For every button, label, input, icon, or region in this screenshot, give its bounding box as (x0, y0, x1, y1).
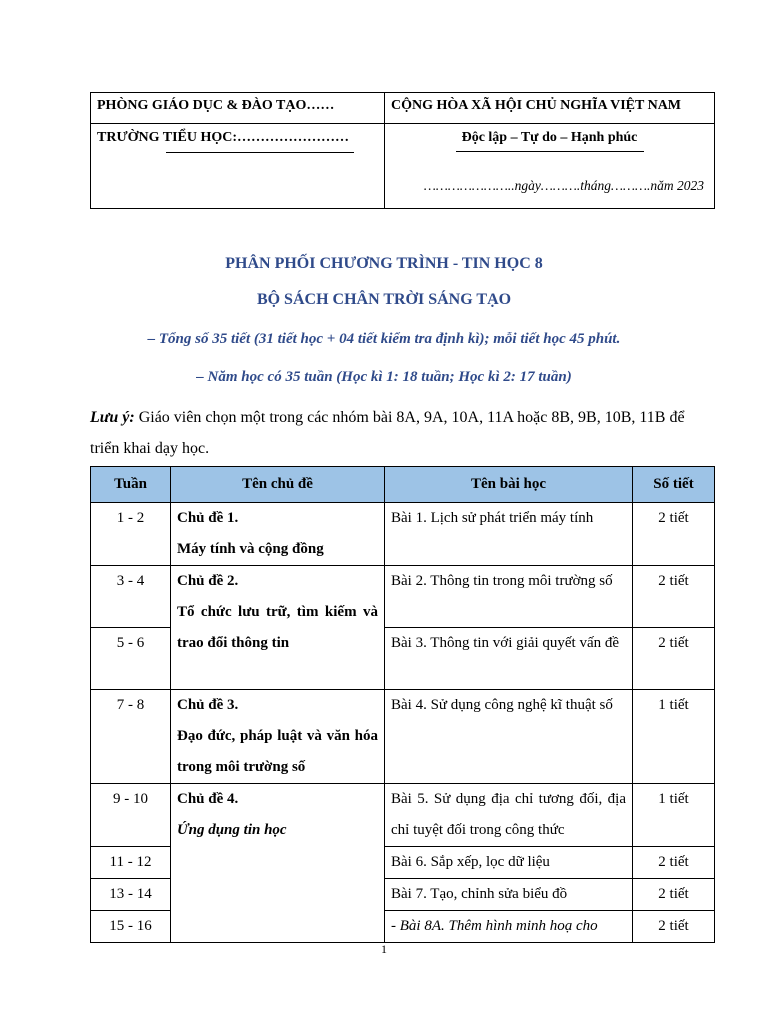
col-header-week: Tuần (91, 467, 171, 503)
doc-subtitle: BỘ SÁCH CHÂN TRỜI SÁNG TẠO (256, 291, 512, 308)
topic-cell (171, 503, 385, 566)
periods-cell: 2 tiết (633, 628, 715, 690)
republic-name: CỘNG HÒA XÃ HỘI CHỦ NGHĨA VIỆT NAM (385, 93, 715, 124)
table-row (91, 690, 715, 784)
table-row (91, 566, 715, 628)
col-header-lesson: Tên bài học (385, 467, 633, 503)
motto-cell (385, 124, 715, 209)
week-cell: 5 - 6 (91, 628, 171, 690)
topic-title: Tổ chức lưu trữ, tìm kiếm và trao đổi thông tin (177, 604, 378, 651)
note-paragraph (90, 402, 690, 464)
week-cell: 9 - 10 (91, 784, 171, 847)
periods-cell: 2 tiết (633, 566, 715, 628)
lesson-cell: Bài 5. Sử dụng địa chỉ tương đối, địa chỉ tuyệt đối trong công thức (385, 784, 633, 847)
topic-title: Đạo đức, pháp luật và văn hóa trong môi trường số (177, 728, 378, 775)
week-cell: 3 - 4 (91, 566, 171, 628)
week-cell: 13 - 14 (91, 879, 171, 911)
topic-cell (171, 784, 385, 943)
periods-cell: 1 tiết (633, 784, 715, 847)
periods-cell: 2 tiết (633, 503, 715, 566)
col-header-topic: Tên chủ đề (171, 467, 385, 503)
topic-number: Chủ đề 2. (177, 573, 239, 589)
lesson-cell: Bài 6. Sắp xếp, lọc dữ liệu (385, 847, 633, 879)
periods-cell: 1 tiết (633, 690, 715, 784)
periods-cell: 2 tiết (633, 911, 715, 943)
topic-number: Chủ đề 1. (177, 510, 239, 526)
col-header-periods: Số tiết (633, 467, 715, 503)
topic-number: Chủ đề 4. (177, 791, 239, 807)
topic-number: Chủ đề 3. (177, 697, 239, 713)
topic-cell (171, 690, 385, 784)
week-cell: 11 - 12 (91, 847, 171, 879)
lesson-cell: Bài 2. Thông tin trong môi trường số (385, 566, 633, 628)
header-table (90, 92, 715, 209)
topic-title: Máy tính và cộng đồng (177, 541, 324, 557)
school-cell (91, 124, 385, 209)
date-line: …………………..ngày……….tháng……….năm 2023 (423, 178, 704, 193)
lesson-cell: - Bài 8A. Thêm hình minh hoạ cho (385, 911, 633, 943)
lesson-cell: Bài 7. Tạo, chỉnh sửa biểu đồ (385, 879, 633, 911)
note-text: Giáo viên chọn một trong các nhóm bài 8A, 9A, 10A, 11A hoặc 8B, 9B, 10B, 11B để triển khai dạy học. (90, 409, 685, 457)
school-name: TRƯỜNG TIỂU HỌC:…………………… (97, 130, 350, 145)
topic-title: Ứng dụng tin học (177, 822, 287, 838)
total-periods-line: – Tổng số 35 tiết (31 tiết học + 04 tiết kiểm tra định kì); mỗi tiết học 45 phút. (147, 331, 621, 347)
note-label: Lưu ý: (90, 409, 135, 426)
periods-cell: 2 tiết (633, 879, 715, 911)
department-name: PHÒNG GIÁO DỤC & ĐÀO TẠO…… (91, 93, 385, 124)
school-underline (166, 152, 354, 153)
week-cell: 7 - 8 (91, 690, 171, 784)
lesson-cell: Bài 1. Lịch sử phát triển máy tính (385, 503, 633, 566)
page-number: 1 (381, 942, 387, 956)
week-cell: 1 - 2 (91, 503, 171, 566)
motto-underline (456, 151, 644, 152)
table-header-row (91, 467, 715, 503)
lesson-cell: Bài 3. Thông tin với giải quyết vấn đề (385, 628, 633, 690)
school-year-line: – Năm học có 35 tuần (Học kì 1: 18 tuần; Học kì 2: 17 tuần) (196, 369, 572, 385)
curriculum-table (90, 466, 715, 943)
national-motto: Độc lập – Tự do – Hạnh phúc (461, 130, 638, 145)
week-cell: 15 - 16 (91, 911, 171, 943)
table-row (91, 503, 715, 566)
topic-cell (171, 566, 385, 690)
periods-cell: 2 tiết (633, 847, 715, 879)
lesson-cell: Bài 4. Sử dụng công nghệ kĩ thuật số (385, 690, 633, 784)
doc-title: PHÂN PHỐI CHƯƠNG TRÌNH - TIN HỌC 8 (225, 255, 543, 272)
table-row (91, 784, 715, 847)
